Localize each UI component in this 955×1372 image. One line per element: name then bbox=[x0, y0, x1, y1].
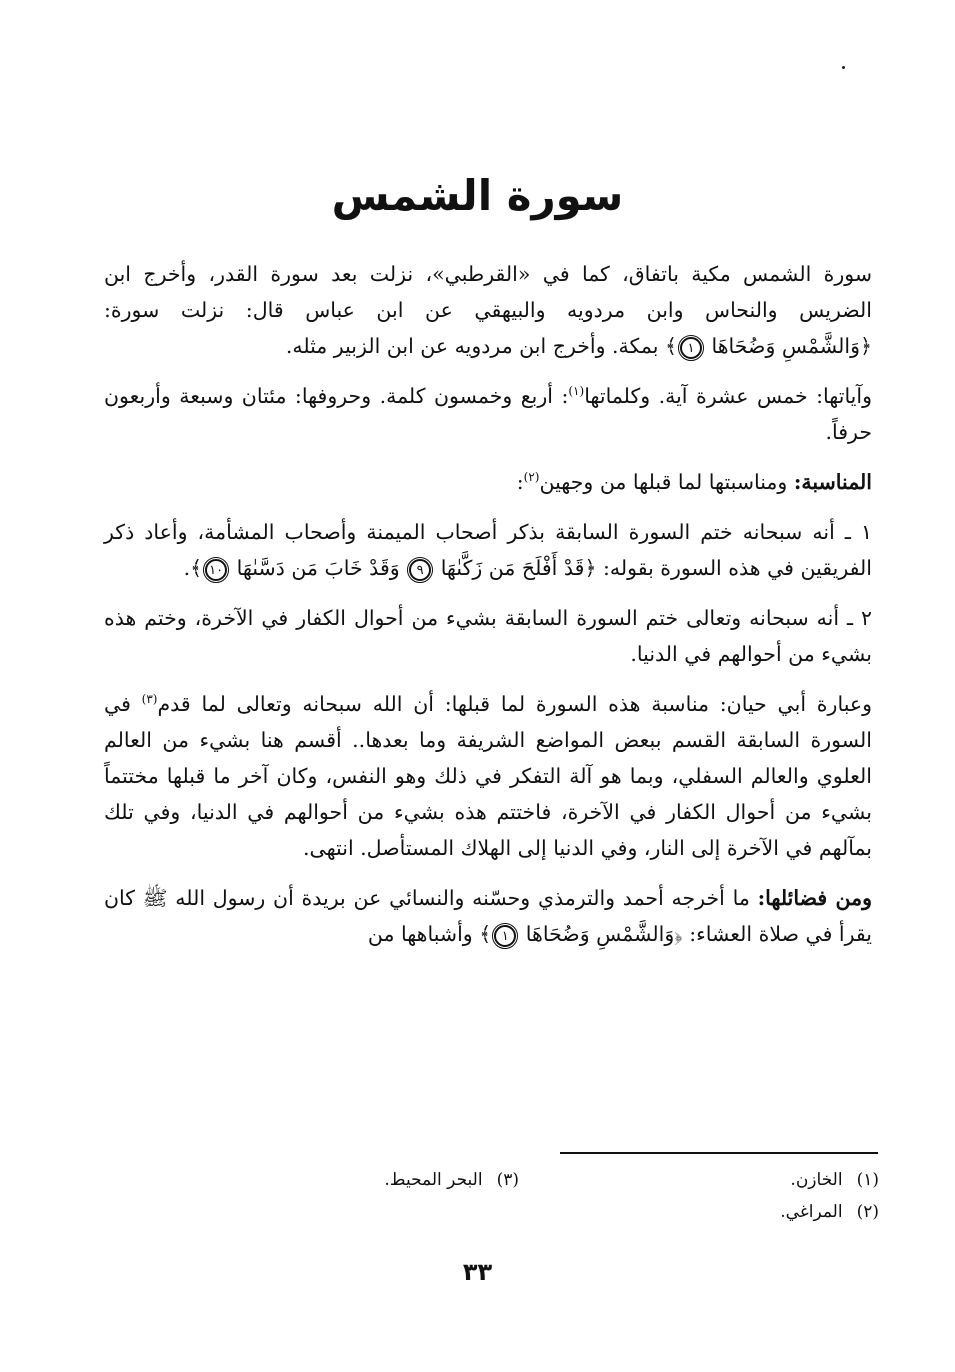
footnote-number: (٣) bbox=[496, 1170, 519, 1190]
footnote-2 bbox=[519, 1196, 879, 1228]
paragraph-point-1 bbox=[104, 514, 872, 586]
scan-speck bbox=[842, 66, 845, 69]
footnote-row bbox=[104, 1196, 879, 1228]
ayah-number-marker: ١٠ bbox=[205, 559, 227, 581]
verse-9-text: ﴿قَدْ أَفْلَحَ مَن زَكَّىٰهَا bbox=[440, 556, 597, 580]
footnote-number: (٢) bbox=[856, 1202, 879, 1222]
intro-text-end: بمكة. وأخرج ابن مردويه عن ابن الزبير مثله. bbox=[285, 334, 665, 358]
fadail-text-end: وأشباهها من bbox=[367, 922, 480, 946]
verse-bracket: ﴾ bbox=[479, 922, 492, 946]
verse-text: ﴿وَالشَّمْسِ وَضُحَاهَا bbox=[711, 334, 872, 358]
point-1-text: ١ ـ أنه سبحانه ختم السورة السابقة بذكر أصحاب الميمنة وأصحاب المشأمة، وأعاد ذكر الفريقين في هذه السورة بقوله: bbox=[104, 520, 872, 580]
paragraph-fadail bbox=[104, 880, 872, 952]
fadail-heading: ومن فضائلها: bbox=[757, 886, 872, 910]
quran-verse bbox=[665, 334, 872, 358]
paragraph-munasaba bbox=[104, 464, 872, 500]
munasaba-heading: المناسبة: bbox=[793, 470, 872, 494]
page-number: ٣٣ bbox=[462, 1258, 493, 1286]
abu-hayyan-text: وعبارة أبي حيان: مناسبة هذه السورة لما قبلها: أن الله سبحانه وتعالى لما قدم bbox=[157, 692, 873, 716]
quran-verse bbox=[479, 922, 682, 946]
footnote-row bbox=[104, 1164, 879, 1196]
verse-text: ﴿وَالشَّمْسِ وَضُحَاهَا bbox=[525, 922, 683, 946]
ayah-number-marker: ١ bbox=[680, 337, 702, 359]
munasaba-colon: : bbox=[516, 470, 524, 494]
paragraph-counts bbox=[104, 378, 872, 450]
verse-10-text: وَقَدْ خَابَ مَن دَسَّىٰهَا bbox=[236, 556, 407, 580]
point-1-end: . bbox=[183, 556, 191, 580]
ayah-number-marker: ١ bbox=[494, 925, 516, 947]
fadail-text: ما أخرجه أحمد والترمذي وحسّنه والنسائي عن بريدة أن رسول الله ﷺ كان يقرأ في صلاة العشاء: bbox=[104, 886, 872, 946]
footnotes bbox=[104, 1164, 879, 1228]
page-title: سورة الشمس bbox=[331, 171, 624, 220]
munasaba-text: ومناسبتها لما قبلها من وجهين bbox=[539, 470, 794, 494]
verse-bracket: ﴾ bbox=[664, 334, 677, 358]
footnote-text: الخازن. bbox=[790, 1170, 843, 1190]
footnote-ref-3[interactable]: (٣) bbox=[141, 692, 158, 707]
footnote-3 bbox=[159, 1164, 519, 1196]
footnote-number: (١) bbox=[856, 1170, 879, 1190]
body-text bbox=[104, 256, 872, 966]
verse-bracket: ﴾ bbox=[190, 556, 203, 580]
intro-text: سورة الشمس مكية باتفاق، كما في «القرطبي»، نزلت بعد سورة القدر، وأخرج ابن الضريس والنحاس وابن مردويه والبيهقي عن ابن عباس قال: نزلت سورة: bbox=[104, 262, 872, 322]
quran-verse-9 bbox=[406, 556, 596, 580]
counts-text: وآياتها: خمس عشرة آية. وكلماتها bbox=[584, 384, 872, 408]
quran-verse-10 bbox=[190, 556, 406, 580]
paragraph-abu-hayyan bbox=[104, 686, 872, 866]
paragraph-intro bbox=[104, 256, 872, 364]
footnote-text: البحر المحيط. bbox=[384, 1170, 483, 1190]
footnote-divider bbox=[560, 1152, 878, 1154]
footnote-text: المراغي. bbox=[780, 1202, 843, 1222]
footnote-ref-1[interactable]: (١) bbox=[568, 384, 585, 399]
footnote-ref-2[interactable]: (٢) bbox=[523, 470, 540, 485]
counts-text-end: : أربع وخمسون كلمة. وحروفها: مئتان وسبعة وأربعون حرفاً. bbox=[104, 384, 872, 444]
paragraph-point-2: ٢ ـ أنه سبحانه وتعالى ختم السورة السابقة بشيء من أحوال الكفار في الآخرة، وختم هذه بشيء من أحوالهم في الدنيا. bbox=[104, 606, 872, 666]
footnote-1 bbox=[519, 1164, 879, 1196]
ayah-number-marker: ٩ bbox=[409, 559, 431, 581]
abu-hayyan-text-end: في السورة السابقة القسم ببعض المواضع الشريفة وما بعدها.. أقسم هنا بشيء من العالم العلوي والعالم السفلي، وبما هو آلة التفكر في ذلك وهو النفس، وكان آخر ما قبلها مختتماً بشيء من أحوال الكفار في الآخرة، فاختتم هذه بشيء من أحوالهم في الدنيا، وفي تلك بمآلهم في الآخرة إلى النار، وفي الدنيا إلى الهلاك المستأصل. انتهى. bbox=[104, 692, 872, 860]
